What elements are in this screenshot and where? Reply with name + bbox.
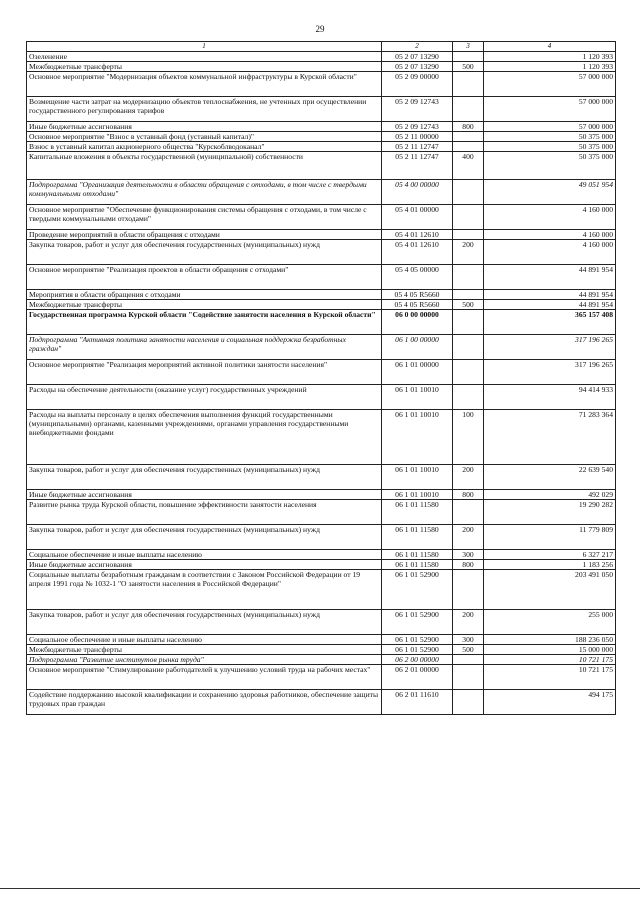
row-expense-type [453, 72, 484, 97]
table-row [27, 62, 616, 72]
row-code: 06 1 01 52900 [382, 635, 453, 645]
row-name: Взнос в уставный капитал акционерного общества "Курскоблводоканал" [27, 142, 382, 152]
table-row [27, 525, 616, 550]
row-expense-type [453, 142, 484, 152]
row-name: Подпрограмма "Активная политика занятости населения и социальная поддержка безработных граждан" [27, 335, 382, 360]
row-expense-type [453, 655, 484, 665]
row-expense-type [453, 665, 484, 690]
column-number: 1 [27, 42, 382, 52]
row-amount: 44 891 954 [484, 300, 616, 310]
row-amount: 94 414 933 [484, 385, 616, 410]
table-row [27, 360, 616, 385]
row-name: Межбюджетные трансферты [27, 62, 382, 72]
row-code: 06 1 01 52900 [382, 610, 453, 635]
column-number-row [27, 42, 616, 52]
table-row [27, 570, 616, 610]
row-code: 05 2 11 12747 [382, 152, 453, 180]
row-amount: 494 175 [484, 690, 616, 715]
bottom-rule [0, 888, 640, 889]
row-expense-type: 200 [453, 240, 484, 265]
row-amount: 317 196 265 [484, 360, 616, 385]
row-expense-type: 200 [453, 465, 484, 490]
row-code: 06 1 01 11580 [382, 560, 453, 570]
table-row [27, 52, 616, 62]
table-row [27, 265, 616, 290]
row-code: 06 1 01 10010 [382, 490, 453, 500]
table-row [27, 385, 616, 410]
row-name: Основное мероприятие "Обеспечение функционирования системы обращения с отходами, в том числе с твердыми коммунальными отходами" [27, 205, 382, 230]
row-name: Проведение мероприятий в области обращения с отходами [27, 230, 382, 240]
table-row [27, 635, 616, 645]
row-name: Закупка товаров, работ и услуг для обеспечения государственных (муниципальных) нужд [27, 465, 382, 490]
row-amount: 6 327 217 [484, 550, 616, 560]
row-expense-type [453, 265, 484, 290]
table-row [27, 645, 616, 655]
row-expense-type: 800 [453, 560, 484, 570]
row-expense-type [453, 205, 484, 230]
row-amount: 10 721 175 [484, 665, 616, 690]
row-amount: 10 721 175 [484, 655, 616, 665]
row-name: Основное мероприятие "Взнос в уставный фонд (уставный капитал)" [27, 132, 382, 142]
table-row [27, 490, 616, 500]
row-amount: 71 283 364 [484, 410, 616, 465]
row-code: 06 1 01 11580 [382, 500, 453, 525]
row-name: Озеленение [27, 52, 382, 62]
row-code: 05 4 05 00000 [382, 265, 453, 290]
table-row [27, 465, 616, 490]
row-code: 05 2 09 12743 [382, 122, 453, 132]
row-expense-type: 500 [453, 300, 484, 310]
row-amount: 57 000 000 [484, 72, 616, 97]
row-code: 06 2 01 11610 [382, 690, 453, 715]
row-expense-type: 800 [453, 490, 484, 500]
row-expense-type [453, 360, 484, 385]
column-number: 2 [382, 42, 453, 52]
row-name: Социальные выплаты безработным гражданам в соответствии с Законом Российской Федерации от 19 апреля 1991 года № 1032-1 "О занятости населения в Российской Федерации" [27, 570, 382, 610]
row-amount: 19 290 282 [484, 500, 616, 525]
row-expense-type: 500 [453, 645, 484, 655]
row-name: Подпрограмма "Развитие институтов рынка труда" [27, 655, 382, 665]
row-expense-type [453, 570, 484, 610]
budget-table [26, 41, 616, 715]
table-row [27, 560, 616, 570]
row-amount: 22 639 540 [484, 465, 616, 490]
row-expense-type: 300 [453, 635, 484, 645]
table-row [27, 240, 616, 265]
row-code: 05 4 00 00000 [382, 180, 453, 205]
row-name: Социальное обеспечение и иные выплаты населению [27, 550, 382, 560]
row-name: Основное мероприятие "Реализация проектов в области обращения с отходами" [27, 265, 382, 290]
row-code: 06 1 01 10010 [382, 465, 453, 490]
row-expense-type [453, 180, 484, 205]
row-name: Межбюджетные трансферты [27, 300, 382, 310]
row-expense-type [453, 310, 484, 335]
row-name: Содействие поддержанию высокой квалификации и сохранению здоровья работников, обеспечение защиты трудовых прав граждан [27, 690, 382, 715]
row-expense-type [453, 690, 484, 715]
row-expense-type [453, 230, 484, 240]
row-name: Государственная программа Курской области "Содействие занятости населения в Курской области" [27, 310, 382, 335]
row-amount: 11 779 809 [484, 525, 616, 550]
table-row [27, 205, 616, 230]
row-amount: 1 120 393 [484, 62, 616, 72]
row-expense-type [453, 290, 484, 300]
row-code: 05 4 01 12610 [382, 240, 453, 265]
table-row [27, 500, 616, 525]
row-name: Подпрограмма "Организация деятельности в области обращения с отходами, в том числе с твердыми коммунальными отходами" [27, 180, 382, 205]
table-row [27, 410, 616, 465]
row-name: Иные бюджетные ассигнования [27, 490, 382, 500]
table-row [27, 550, 616, 560]
row-amount: 50 375 000 [484, 142, 616, 152]
row-amount: 255 000 [484, 610, 616, 635]
table-row [27, 300, 616, 310]
row-expense-type: 200 [453, 525, 484, 550]
table-row [27, 290, 616, 300]
row-expense-type [453, 335, 484, 360]
row-amount: 188 236 050 [484, 635, 616, 645]
row-code: 06 1 01 11580 [382, 525, 453, 550]
row-code: 06 2 00 00000 [382, 655, 453, 665]
row-code: 06 1 00 00000 [382, 335, 453, 360]
row-amount: 49 051 954 [484, 180, 616, 205]
row-amount: 317 196 265 [484, 335, 616, 360]
row-amount: 57 000 000 [484, 97, 616, 122]
row-amount: 57 000 000 [484, 122, 616, 132]
row-name: Основное мероприятие "Реализация мероприятий активной политики занятости населения" [27, 360, 382, 385]
row-name: Иные бюджетные ассигнования [27, 560, 382, 570]
row-code: 05 2 07 13290 [382, 52, 453, 62]
row-expense-type [453, 385, 484, 410]
row-amount: 203 491 050 [484, 570, 616, 610]
row-code: 05 2 11 00000 [382, 132, 453, 142]
row-name: Развитие рынка труда Курской области, повышение эффективности занятости населения [27, 500, 382, 525]
table-row [27, 335, 616, 360]
table-row [27, 310, 616, 335]
row-code: 05 2 09 00000 [382, 72, 453, 97]
row-amount: 492 029 [484, 490, 616, 500]
row-expense-type: 800 [453, 122, 484, 132]
row-amount: 4 160 000 [484, 230, 616, 240]
row-amount: 1 120 393 [484, 52, 616, 62]
table-row [27, 132, 616, 142]
row-code: 06 1 01 00000 [382, 360, 453, 385]
row-name: Основное мероприятие "Стимулирование работодателей к улучшению условий труда на рабочих местах" [27, 665, 382, 690]
row-expense-type [453, 500, 484, 525]
row-amount: 50 375 000 [484, 152, 616, 180]
row-expense-type: 500 [453, 62, 484, 72]
table-row [27, 72, 616, 97]
row-code: 06 1 01 52900 [382, 645, 453, 655]
table-row [27, 655, 616, 665]
row-code: 06 1 01 11580 [382, 550, 453, 560]
row-amount: 44 891 954 [484, 265, 616, 290]
row-amount: 1 183 256 [484, 560, 616, 570]
row-code: 06 1 01 10010 [382, 385, 453, 410]
row-code: 05 2 09 12743 [382, 97, 453, 122]
row-expense-type [453, 97, 484, 122]
table-row [27, 97, 616, 122]
row-code: 06 1 01 10010 [382, 410, 453, 465]
row-code: 06 1 01 52900 [382, 570, 453, 610]
table-row [27, 142, 616, 152]
row-name: Капитальные вложения в объекты государственной (муниципальной) собственности [27, 152, 382, 180]
table-row [27, 152, 616, 180]
row-expense-type [453, 52, 484, 62]
row-name: Расходы на обеспечение деятельности (оказание услуг) государственных учреждений [27, 385, 382, 410]
row-expense-type: 400 [453, 152, 484, 180]
row-expense-type: 100 [453, 410, 484, 465]
row-amount: 365 157 408 [484, 310, 616, 335]
row-amount: 44 891 954 [484, 290, 616, 300]
row-name: Закупка товаров, работ и услуг для обеспечения государственных (муниципальных) нужд [27, 610, 382, 635]
row-code: 05 2 07 13290 [382, 62, 453, 72]
row-code: 05 2 11 12747 [382, 142, 453, 152]
column-number: 3 [453, 42, 484, 52]
row-name: Закупка товаров, работ и услуг для обеспечения государственных (муниципальных) нужд [27, 525, 382, 550]
page-number: 29 [315, 24, 325, 34]
row-name: Возмещение части затрат на модернизацию объектов теплоснабжения, не учтенных при осуществлении государственного регулирования тарифов [27, 97, 382, 122]
row-name: Расходы на выплаты персоналу в целях обеспечения выполнения функций государственными (муниципальными) органами, казенными учреждениями, органами управления государственными внебюджетными фондами [27, 410, 382, 465]
table-row [27, 690, 616, 715]
row-name: Мероприятия в области обращения с отходами [27, 290, 382, 300]
row-amount: 15 000 000 [484, 645, 616, 655]
row-code: 05 4 01 00000 [382, 205, 453, 230]
table-row [27, 665, 616, 690]
row-name: Основное мероприятие "Модернизация объектов коммунальной инфраструктуры в Курской области" [27, 72, 382, 97]
row-amount: 4 160 000 [484, 205, 616, 230]
row-code: 06 0 00 00000 [382, 310, 453, 335]
row-amount: 4 160 000 [484, 240, 616, 265]
row-expense-type [453, 132, 484, 142]
row-name: Межбюджетные трансферты [27, 645, 382, 655]
table-row [27, 610, 616, 635]
row-code: 05 4 05 R5660 [382, 290, 453, 300]
row-code: 05 4 01 12610 [382, 230, 453, 240]
row-name: Социальное обеспечение и иные выплаты населению [27, 635, 382, 645]
table-row [27, 180, 616, 205]
row-amount: 50 375 000 [484, 132, 616, 142]
row-code: 05 4 05 R5660 [382, 300, 453, 310]
column-number: 4 [484, 42, 616, 52]
row-name: Закупка товаров, работ и услуг для обеспечения государственных (муниципальных) нужд [27, 240, 382, 265]
table-row [27, 230, 616, 240]
table-row [27, 122, 616, 132]
row-expense-type: 200 [453, 610, 484, 635]
row-code: 06 2 01 00000 [382, 665, 453, 690]
row-expense-type: 300 [453, 550, 484, 560]
row-name: Иные бюджетные ассигнования [27, 122, 382, 132]
